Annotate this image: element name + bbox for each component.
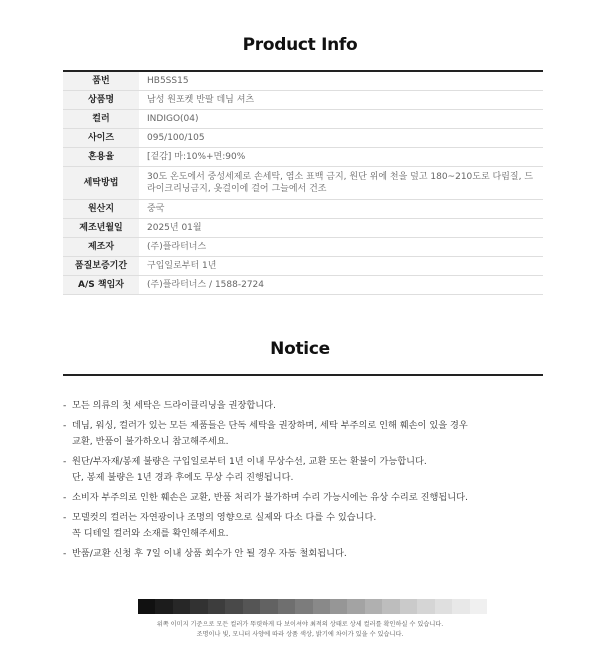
notice-text-line-1: 반품/교환 신청 후 7일 이내 상품 회수가 안 될 경우 자동 철회됩니다. bbox=[72, 548, 347, 559]
info-label: 컬러 bbox=[63, 110, 139, 129]
grayscale-swatch bbox=[243, 599, 260, 614]
grayscale-swatch bbox=[190, 599, 207, 614]
info-label: 품질보증기간 bbox=[63, 257, 139, 276]
info-row bbox=[63, 91, 543, 110]
grayscale-swatch bbox=[155, 599, 172, 614]
notice-bullet: - bbox=[63, 512, 67, 523]
notice-text-line-2: 교환, 반품이 불가하오니 참고해주세요. bbox=[72, 436, 229, 447]
grayscale-swatch bbox=[365, 599, 382, 614]
notice-text-line-1: 데님, 워싱, 컬러가 있는 모든 제품들은 단독 세탁을 권장하며, 세탁 부주의로 인해 훼손이 있을 경우 bbox=[72, 420, 468, 431]
info-label: 제조자 bbox=[63, 238, 139, 257]
info-row bbox=[63, 148, 543, 167]
notice-bullet: - bbox=[63, 456, 67, 467]
grayscale-swatch bbox=[225, 599, 242, 614]
notice-bullet: - bbox=[63, 420, 67, 431]
grayscale-swatch bbox=[382, 599, 399, 614]
grayscale-swatch bbox=[417, 599, 434, 614]
notice-text-line-2: 꼭 디테일 컬러와 소재를 확인해주세요. bbox=[72, 528, 229, 539]
info-value: (주)플라터너스 bbox=[139, 238, 543, 257]
notice-item bbox=[63, 454, 543, 486]
grayscale-swatch bbox=[260, 599, 277, 614]
grayscale-swatch bbox=[138, 599, 155, 614]
info-label: 품번 bbox=[63, 72, 139, 91]
info-row bbox=[63, 276, 543, 295]
info-row bbox=[63, 129, 543, 148]
grayscale-calibration-bar bbox=[138, 599, 487, 614]
notice-text bbox=[72, 490, 543, 506]
notice-text-line-1: 모든 의류의 첫 세탁은 드라이클리닝을 권장합니다. bbox=[72, 400, 276, 411]
info-label: A/S 책임자 bbox=[63, 276, 139, 295]
notice-item bbox=[63, 418, 543, 450]
notice-text-line-1: 모델컷의 컬러는 자연광이나 조명의 영향으로 실제와 다소 다를 수 있습니다. bbox=[72, 512, 377, 523]
info-value: 남성 원포켓 반팔 데님 셔츠 bbox=[139, 91, 543, 110]
notice-bullet: - bbox=[63, 400, 67, 411]
calibration-caption-line-2: 조명이나 빛, 모니터 사양에 따라 상품 색상, 밝기에 차이가 있을 수 있습니다. bbox=[196, 631, 404, 638]
info-label: 사이즈 bbox=[63, 129, 139, 148]
grayscale-swatch bbox=[452, 599, 469, 614]
info-label: 원산지 bbox=[63, 200, 139, 219]
grayscale-swatch bbox=[295, 599, 312, 614]
notice-text-line-2: 단, 봉제 불량은 1년 경과 후에도 무상 수리 진행됩니다. bbox=[72, 472, 294, 483]
info-label: 혼용율 bbox=[63, 148, 139, 167]
grayscale-swatch bbox=[400, 599, 417, 614]
notice-bullet: - bbox=[63, 548, 67, 559]
info-value: [겉감] 마:10%+면:90% bbox=[139, 148, 543, 167]
notice-list bbox=[63, 398, 543, 566]
notice-text-line-1: 원단/부자재/봉제 불량은 구입일로부터 1년 이내 무상수선, 교환 또는 환불이 가능합니다. bbox=[72, 456, 427, 467]
info-label: 제조년월일 bbox=[63, 219, 139, 238]
grayscale-swatch bbox=[435, 599, 452, 614]
notice-item bbox=[63, 510, 543, 542]
grayscale-swatch bbox=[173, 599, 190, 614]
info-label: 세탁방법 bbox=[63, 167, 139, 200]
notice-title: Notice bbox=[270, 339, 330, 359]
info-value: 2025년 01월 bbox=[139, 219, 543, 238]
notice-text-line-1: 소비자 부주의로 인한 훼손은 교환, 반품 처리가 불가하며 수리 가능시에는 유상 수리로 진행됩니다. bbox=[72, 492, 468, 503]
info-row bbox=[63, 219, 543, 238]
notice-bullet: - bbox=[63, 492, 67, 503]
notice-text bbox=[72, 454, 543, 486]
info-value: HB5SS15 bbox=[139, 72, 543, 91]
grayscale-swatch bbox=[330, 599, 347, 614]
notice-text bbox=[72, 418, 543, 450]
info-value: 30도 온도에서 중성세제로 손세탁, 염소 표백 금지, 원단 위에 천을 덮고 180~210도로 다림질, 드라이크리닝금지, 옷걸이에 걸어 그늘에서 건조 bbox=[139, 167, 543, 200]
info-row bbox=[63, 238, 543, 257]
grayscale-swatch bbox=[208, 599, 225, 614]
notice-top-rule bbox=[63, 374, 543, 376]
notice-item bbox=[63, 398, 543, 414]
calibration-caption-line-1: 위쪽 이미지 기준으로 모든 컬러가 뚜렷하게 다 보이셔야 최적의 상태로 상세 컬러를 확인하실 수 있습니다. bbox=[156, 621, 444, 628]
notice-text bbox=[72, 398, 543, 414]
info-value: 구입일로부터 1년 bbox=[139, 257, 543, 276]
product-info-title: Product Info bbox=[242, 35, 358, 55]
notice-item bbox=[63, 490, 543, 506]
info-value: 중국 bbox=[139, 200, 543, 219]
grayscale-swatch bbox=[313, 599, 330, 614]
grayscale-swatch bbox=[278, 599, 295, 614]
notice-text bbox=[72, 546, 543, 562]
product-info-table bbox=[63, 72, 543, 295]
info-row bbox=[63, 257, 543, 276]
notice-text bbox=[72, 510, 543, 542]
notice-item bbox=[63, 546, 543, 562]
info-row bbox=[63, 110, 543, 129]
info-label: 상품명 bbox=[63, 91, 139, 110]
grayscale-swatch bbox=[470, 599, 487, 614]
info-value: (주)플라터너스 / 1588-2724 bbox=[139, 276, 543, 295]
grayscale-swatch bbox=[347, 599, 364, 614]
info-row bbox=[63, 200, 543, 219]
info-value: INDIGO(04) bbox=[139, 110, 543, 129]
info-row bbox=[63, 72, 543, 91]
info-row bbox=[63, 167, 543, 200]
info-value: 095/100/105 bbox=[139, 129, 543, 148]
